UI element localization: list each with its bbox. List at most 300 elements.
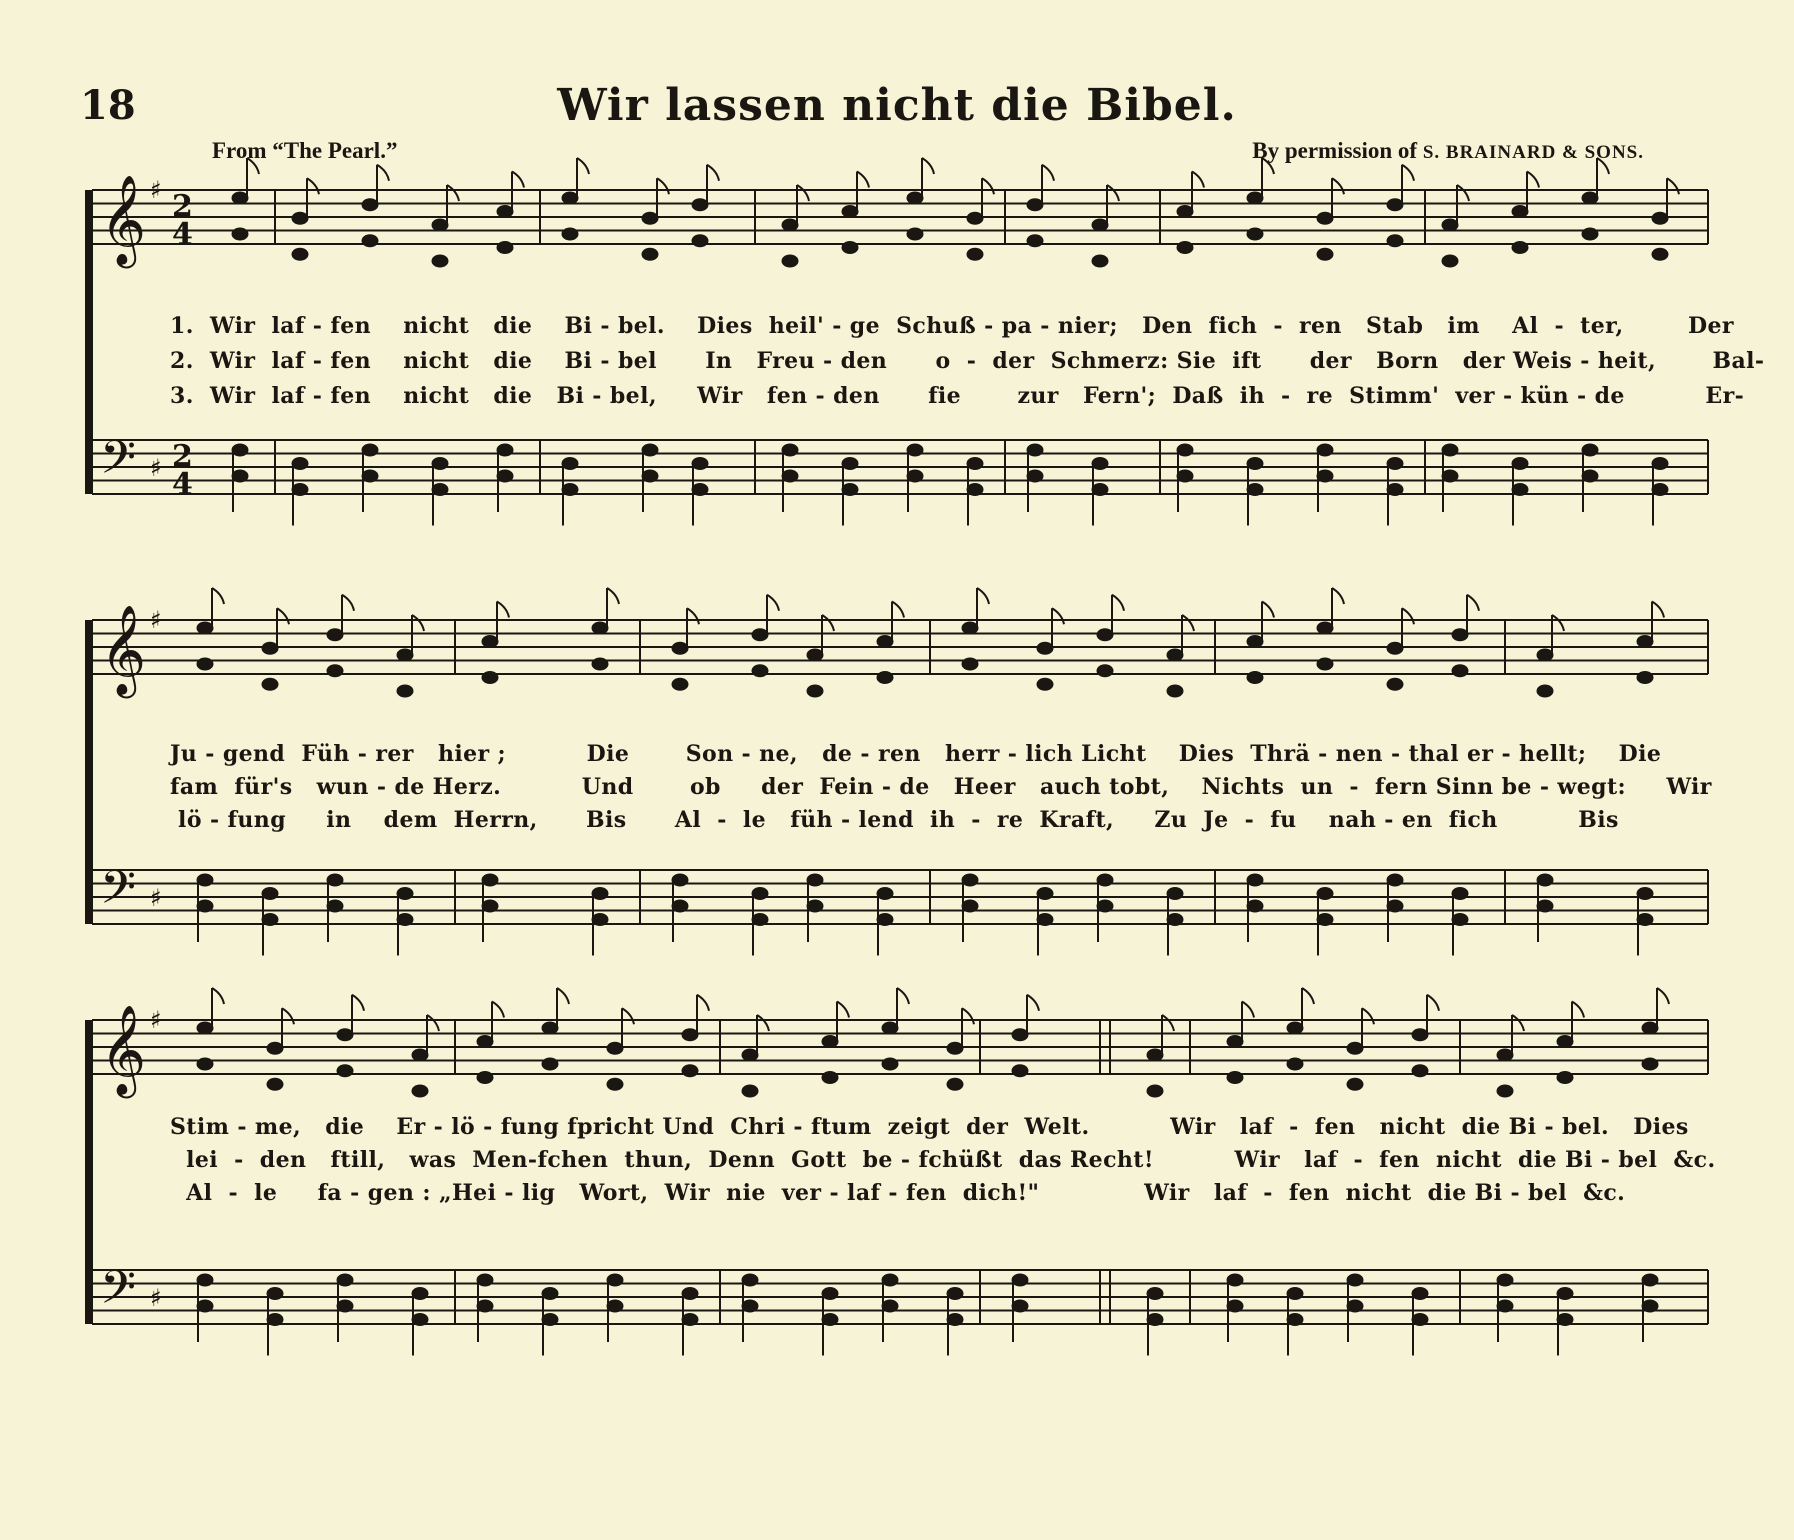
treble-note-head [1452,629,1468,641]
treble-note-head [497,242,513,254]
treble-note-head [967,248,983,260]
treble-note-head [1642,1022,1658,1034]
note-flag [1262,602,1274,618]
bass-note-head [842,484,858,496]
treble-note-head [1037,678,1053,690]
note-flag [1362,1008,1374,1024]
bass-note-head [542,1288,558,1300]
bass-note-head [1147,1288,1163,1300]
note-flag [247,158,259,174]
treble-note-head [562,228,578,240]
treble-note-head [497,206,513,218]
note-flag [1512,1015,1524,1031]
bass-note-head [1037,914,1053,926]
page-number: 18 [80,82,136,129]
bass-note-head [1092,484,1108,496]
treble-note-head [1317,622,1333,634]
note-flag [1667,178,1679,194]
bass-note-head [362,470,378,482]
system-3-verse-1: Stim - me, die Er - lö - fung fpricht Und Chri - ftum zeigt der Welt. Wir laf - fen nicht die Bi - bel. Dies [170,1114,1689,1140]
bass-note-head [1027,444,1043,456]
treble-note-head [1537,649,1553,661]
note-flag [577,158,589,174]
note-flag [1467,595,1479,611]
treble-note-head [1037,642,1053,654]
treble-note-head [232,228,248,240]
sharp-icon: ♯ [150,1284,162,1312]
bass-note-head [1452,914,1468,926]
treble-note-head [1347,1042,1363,1054]
note-flag [1552,615,1564,631]
staff-lines [88,190,1765,494]
note-flag [892,602,904,618]
treble-note-head [1557,1072,1573,1084]
bass-note-head [642,444,658,456]
note-flag [837,1002,849,1018]
bass-note-head [232,470,248,482]
treble-note-head [1497,1085,1513,1097]
bass-note-head [1582,444,1598,456]
note-flag [622,1008,634,1024]
treble-note-head [1412,1065,1428,1077]
bass-note-head [882,1300,898,1312]
treble-note-head [1177,242,1193,254]
bass-note-head [337,1300,353,1312]
treble-note-head [1497,1049,1513,1061]
bass-note-head [877,888,893,900]
bass-note-head [1387,874,1403,886]
treble-note-head [412,1085,428,1097]
sharp-icon: ♯ [150,454,162,482]
treble-note-head [672,678,688,690]
treble-note-head [742,1085,758,1097]
bass-note-head [682,1314,698,1326]
treble-note-head [592,622,608,634]
treble-note-head [907,192,923,204]
note-flag [1052,608,1064,624]
treble-note-head [607,1042,623,1054]
treble-note-head [672,642,688,654]
bass-note-head [692,458,708,470]
bass-note-head [1387,458,1403,470]
treble-note-head [1317,212,1333,224]
bass-note-head [592,888,608,900]
bass-note-head [327,874,343,886]
note-flag [1242,1002,1254,1018]
bass-note-head [962,900,978,912]
bass-note-head [477,1274,493,1286]
note-flag [557,988,569,1004]
bass-clef-icon: 𝄢 [100,431,137,496]
treble-note-head [822,1036,838,1048]
treble-note-head [1167,649,1183,661]
treble-note-head [197,1058,213,1070]
treble-note-head [592,658,608,670]
bass-note-head [1512,484,1528,496]
bass-note-head [482,900,498,912]
system-1-verse-1: 1. Wir laf - fen nicht die Bi - bel. Dies heil' - ge Schuß - pa - nier; Den fich - ren Stab im Al - ter, Der [170,313,1734,339]
bass-note-head [877,914,893,926]
bass-note-head [782,444,798,456]
note-flag [1402,165,1414,181]
treble-note-head [752,665,768,677]
bass-note-head [1167,888,1183,900]
bass-note-head [882,1274,898,1286]
treble-note-head [337,1029,353,1041]
treble-note-head [1027,235,1043,247]
treble-note-head [807,649,823,661]
note-flag [1332,178,1344,194]
note-flag [1042,165,1054,181]
bass-note-head [1317,470,1333,482]
bass-note-head [197,1274,213,1286]
treble-note-head [197,658,213,670]
note-flag [307,178,319,194]
treble-note-head [562,192,578,204]
treble-note-head [197,622,213,634]
treble-note-head [397,685,413,697]
note-flag [212,988,224,1004]
note-flag [1527,172,1539,188]
bass-note-head [947,1314,963,1326]
note-flag [657,178,669,194]
note-flag [1402,608,1414,624]
treble-note-head [692,235,708,247]
treble-note-head [267,1078,283,1090]
bass-note-head [807,900,823,912]
treble-note-head [962,622,978,634]
bass-note-head [1442,470,1458,482]
treble-note-head [362,199,378,211]
bass-note-head [1387,484,1403,496]
treble-note-head [782,219,798,231]
note-flag [492,1002,504,1018]
note-flag [977,588,989,604]
bass-note-head [1637,888,1653,900]
treble-note-head [752,629,768,641]
note-flag [1332,588,1344,604]
treble-note-head [807,685,823,697]
system-1-verse-3: 3. Wir laf - fen nicht die Bi - bel, Wir fen - den fie zur Fern'; Daß ih - re Stimm' ver - kün - de Er- [170,383,1745,409]
bass-note-head [1027,470,1043,482]
treble-note-head [232,192,248,204]
bass-note-head [232,444,248,456]
treble-note-head [692,199,708,211]
note-flag [697,995,709,1011]
treble-note-head [1027,199,1043,211]
treble-note-head [1012,1029,1028,1041]
treble-note-head [967,212,983,224]
treble-note-head [1387,642,1403,654]
treble-note-head [397,649,413,661]
bass-note-head [1287,1314,1303,1326]
bass-note-head [562,458,578,470]
bass-note-head [1317,444,1333,456]
note-flag [1457,185,1469,201]
treble-note-head [1097,665,1113,677]
bass-note-head [197,1300,213,1312]
bass-note-head [362,444,378,456]
treble-note-head [1317,658,1333,670]
bass-note-head [1147,1314,1163,1326]
note-heads [232,158,1679,526]
bass-note-head [692,484,708,496]
treble-note-head [197,1022,213,1034]
bass-note-head [1652,458,1668,470]
bass-note-head [752,888,768,900]
note-flag [1657,988,1669,1004]
note-flag [982,178,994,194]
note-flag [352,995,364,1011]
treble-note-head [882,1058,898,1070]
treble-note-head [877,672,893,684]
bass-note-head [397,888,413,900]
treble-note-head [327,665,343,677]
note-flag [767,595,779,611]
treble-note-head [1177,206,1193,218]
treble-note-head [362,235,378,247]
bass-note-head [412,1288,428,1300]
sharp-icon: ♯ [150,176,162,204]
bass-note-head [1167,914,1183,926]
bass-note-head [822,1288,838,1300]
bass-note-head [607,1274,623,1286]
bass-note-head [412,1314,428,1326]
note-flag [212,588,224,604]
bass-note-head [682,1288,698,1300]
note-flag [822,615,834,631]
treble-note-head [1317,248,1333,260]
bass-note-head [962,874,978,886]
bass-note-head [1177,470,1193,482]
bass-note-head [1637,914,1653,926]
note-flag [922,158,934,174]
treble-note-head [262,678,278,690]
treble-note-head [267,1042,283,1054]
treble-note-head [1092,219,1108,231]
bass-note-head [1537,900,1553,912]
note-flag [512,172,524,188]
bass-note-head [642,470,658,482]
treble-note-head [1247,636,1263,648]
bass-note-head [1317,914,1333,926]
treble-note-head [1347,1078,1363,1090]
treble-note-head [962,658,978,670]
treble-note-head [1442,255,1458,267]
bass-note-head [482,874,498,886]
treble-note-head [1287,1058,1303,1070]
bass-note-head [672,874,688,886]
treble-note-head [1012,1065,1028,1077]
note-flag [497,602,509,618]
bass-note-head [1287,1288,1303,1300]
bass-note-head [1227,1300,1243,1312]
bass-note-head [807,874,823,886]
bass-note-head [1247,458,1263,470]
bass-note-head [1247,874,1263,886]
bass-note-head [1247,484,1263,496]
treble-note-head [1582,228,1598,240]
bass-clef-icon: 𝄢 [100,861,137,926]
sharp-icon: ♯ [150,606,162,634]
treble-note-head [1387,678,1403,690]
treble-note-head [1412,1029,1428,1041]
treble-note-head [337,1065,353,1077]
bass-note-head [337,1274,353,1286]
bass-note-head [1557,1314,1573,1326]
treble-note-head [1247,672,1263,684]
bass-note-head [1177,444,1193,456]
treble-note-head [432,219,448,231]
bass-note-head [262,888,278,900]
permission-publisher: S. BRAINARD & SONS. [1422,142,1644,163]
bass-note-head [1452,888,1468,900]
bass-note-head [1642,1300,1658,1312]
bass-note-head [1097,874,1113,886]
treble-note-head [482,672,498,684]
bass-note-head [1387,900,1403,912]
bass-note-head [477,1300,493,1312]
note-flag [1652,602,1664,618]
bass-clef-icon: 𝄢 [100,1261,137,1326]
bass-note-head [592,914,608,926]
bass-note-head [327,900,343,912]
bass-note-head [267,1288,283,1300]
bass-note-head [1557,1288,1573,1300]
treble-note-head [1452,665,1468,677]
note-flag [1427,995,1439,1011]
permission-prefix: By permission of [1252,138,1423,163]
bass-note-head [562,484,578,496]
bass-note-head [1442,444,1458,456]
bass-note-head [497,470,513,482]
note-flag [342,595,354,611]
treble-note-head [1557,1036,1573,1048]
treble-note-head [682,1065,698,1077]
bass-note-head [542,1314,558,1326]
bass-note-head [197,900,213,912]
treble-note-head [907,228,923,240]
note-flag [962,1008,974,1024]
treble-note-head [327,629,343,641]
treble-note-head [822,1072,838,1084]
treble-note-head [1147,1049,1163,1061]
note-flag [607,588,619,604]
bass-note-head [672,900,688,912]
note-flag [757,1015,769,1031]
bass-note-head [262,914,278,926]
bass-note-head [397,914,413,926]
treble-note-head [782,255,798,267]
treble-note-head [292,248,308,260]
bass-time-signature-bottom: 4 [172,467,193,502]
bass-note-head [907,444,923,456]
bass-note-head [1497,1300,1513,1312]
bass-note-head [742,1300,758,1312]
system-3-verse-2: lei - den ftill, was Men-fchen thun, Denn Gott be - fchüßt das Recht! Wir laf - fen nicht die Bi - bel &c. [170,1147,1716,1173]
treble-clef-icon: 𝄞 [100,605,147,695]
system-1-verse-2: 2. Wir laf - fen nicht die Bi - bel In Freu - den o - der Schmerz: Sie ift der Born der Weis - heit, Bal- [170,348,1765,374]
treble-note-head [432,255,448,267]
bass-note-head [947,1288,963,1300]
treble-note-head [1387,199,1403,211]
treble-note-head [877,636,893,648]
treble-note-head [1442,219,1458,231]
bass-note-head [1512,458,1528,470]
bass-note-head [1652,484,1668,496]
bass-note-head [1642,1274,1658,1286]
note-flag [1162,1015,1174,1031]
treble-note-head [1097,629,1113,641]
note-flag [412,615,424,631]
bass-note-head [497,444,513,456]
treble-time-signature-bottom: 4 [172,217,193,252]
treble-note-head [1247,192,1263,204]
treble-note-head [842,242,858,254]
treble-note-head [1637,636,1653,648]
note-flag [1572,1002,1584,1018]
bass-note-head [1412,1288,1428,1300]
sharp-icon: ♯ [150,884,162,912]
treble-note-head [1512,206,1528,218]
note-flag [1112,595,1124,611]
note-flag [687,608,699,624]
treble-note-head [1652,248,1668,260]
bass-note-head [907,470,923,482]
treble-note-head [1637,672,1653,684]
treble-note-head [642,212,658,224]
bass-note-head [1582,470,1598,482]
bass-note-head [1247,900,1263,912]
treble-note-head [882,1022,898,1034]
note-flag [1182,615,1194,631]
bass-note-head [1092,458,1108,470]
treble-note-head [742,1049,758,1061]
note-flag [707,165,719,181]
treble-note-head [542,1022,558,1034]
treble-note-head [682,1029,698,1041]
treble-note-head [412,1049,428,1061]
treble-note-head [607,1078,623,1090]
treble-note-head [262,642,278,654]
note-flag [1302,988,1314,1004]
bass-note-head [432,458,448,470]
note-flag [1027,995,1039,1011]
treble-note-head [947,1078,963,1090]
bass-note-head [842,458,858,470]
note-flag [1597,158,1609,174]
treble-note-head [1092,255,1108,267]
bass-note-head [432,484,448,496]
note-flag [282,1008,294,1024]
bass-note-head [822,1314,838,1326]
bass-note-head [1537,874,1553,886]
bass-note-head [752,914,768,926]
treble-note-head [542,1058,558,1070]
treble-note-head [1387,235,1403,247]
bass-note-head [967,484,983,496]
note-flag [1192,172,1204,188]
bass-note-head [967,458,983,470]
note-flag [797,185,809,201]
note-flag [1107,185,1119,201]
treble-note-head [1227,1036,1243,1048]
system-2-verse-3: lö - fung in dem Herrn, Bis Al - le füh - lend ih - re Kraft, Zu Je - fu nah - en fich Bis [170,807,1619,833]
note-flag [277,608,289,624]
bass-note-head [782,470,798,482]
bass-note-head [292,484,308,496]
treble-note-head [947,1042,963,1054]
